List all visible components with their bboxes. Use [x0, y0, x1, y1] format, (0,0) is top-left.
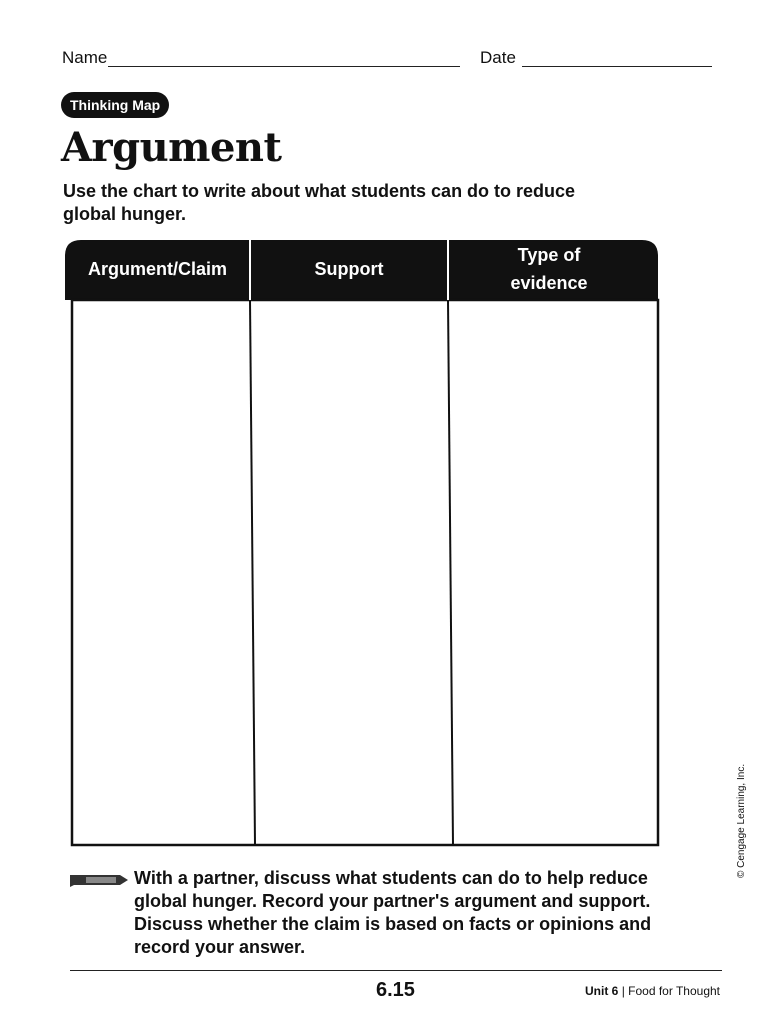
column-header-argument-claim: Argument/Claim	[87, 259, 228, 279]
column-header-type-of-evidence: Type of evidence	[510, 245, 588, 293]
partner-activity	[68, 867, 688, 959]
name-label: Name	[62, 48, 108, 67]
column-header-support: Support	[314, 259, 384, 279]
unit-separator: |	[621, 984, 625, 998]
unit-label	[585, 984, 720, 998]
copyright-notice: © Cengage Learning, Inc.	[736, 763, 747, 878]
instructions: Use the chart to write about what students can do to reduce global hunger.	[63, 181, 576, 224]
date-field[interactable]	[522, 66, 712, 67]
unit-number: Unit 6	[585, 984, 619, 998]
talk-pencil-icon	[68, 873, 130, 887]
footer-rule	[70, 970, 722, 971]
page-title: Argument	[61, 124, 282, 171]
activity-text: With a partner, discuss what students can do to help reduce global hunger. Record your partner's argument and support. Discuss whether the claim is based on facts or opinions and record your answer.	[134, 868, 652, 957]
thinking-map-badge: Thinking Map	[61, 92, 169, 118]
unit-title: Food for Thought	[628, 984, 720, 998]
date-label: Date	[480, 48, 516, 67]
support-cell[interactable]	[255, 302, 449, 843]
argument-claim-cell[interactable]	[74, 302, 251, 843]
page-number: 6.15	[376, 979, 415, 1001]
argument-chart	[63, 238, 660, 848]
name-field[interactable]	[108, 66, 460, 67]
type-of-evidence-cell[interactable]	[454, 302, 656, 843]
name-date-row	[62, 46, 712, 72]
